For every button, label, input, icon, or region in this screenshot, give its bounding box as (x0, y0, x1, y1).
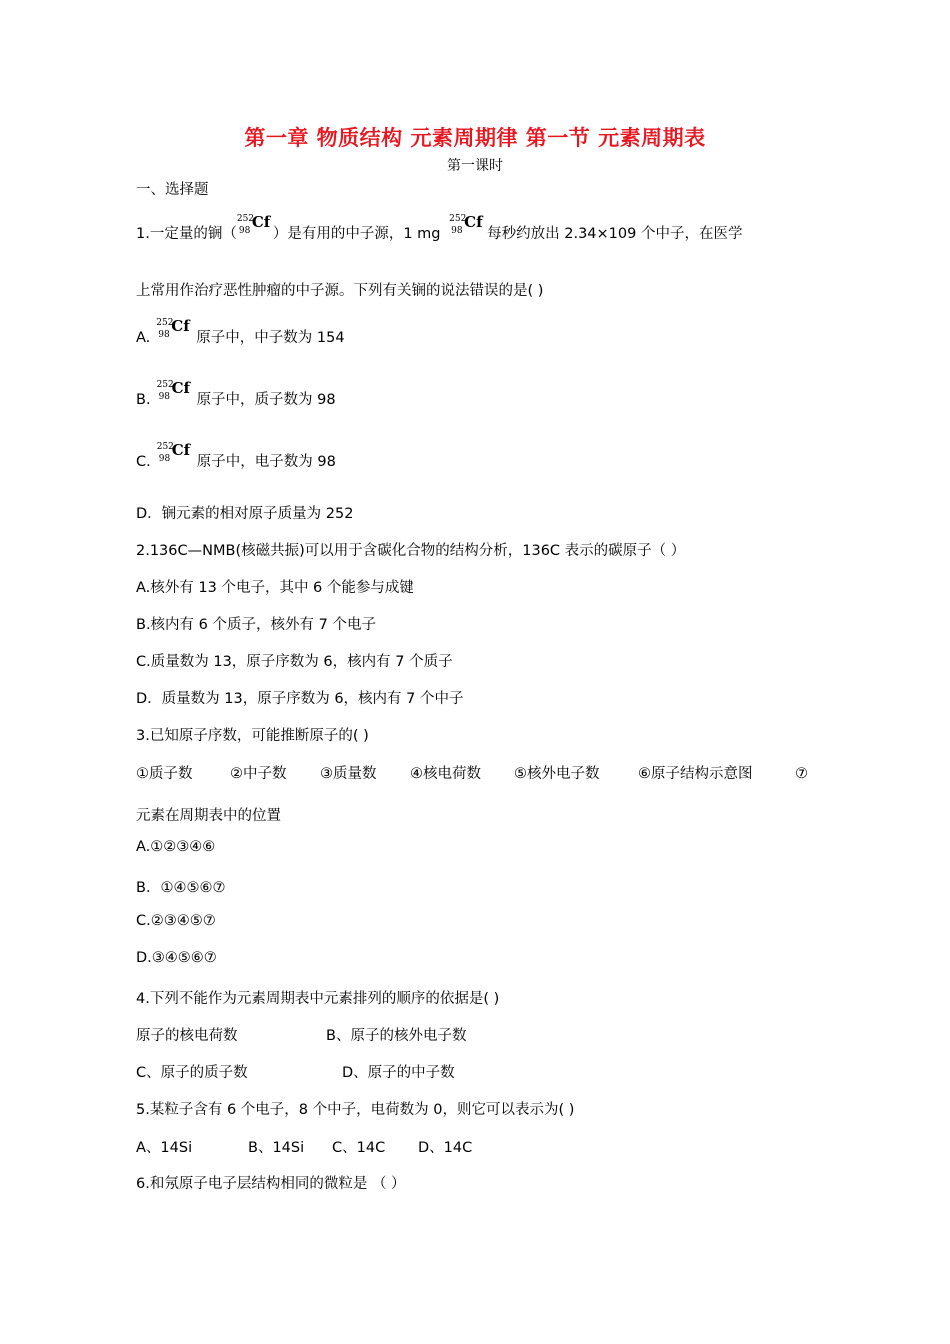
q1-option-a: A. 252 98 Cf 原子中，中子数为 154 (136, 317, 345, 346)
q4-options-row2: C、原子的质子数 D、原子的中子数 (136, 1065, 455, 1081)
q1-line1 (136, 213, 743, 243)
cf-nuclide-symbol: 252 98 Cf (156, 379, 190, 402)
cf-nuclide-symbol: 252 98 Cf (156, 317, 190, 340)
q3-option-a: A.①②③④⑥ (136, 839, 216, 855)
q4-options-row1: 原子的核电荷数 B、原子的核外电子数 (136, 1028, 467, 1044)
q5-options: A、14Si B、14Si C、14C D、14C (136, 1140, 473, 1156)
q1-option-d: D．锎元素的相对原子质量为 252 (136, 506, 354, 522)
section-heading: 一、选择题 (136, 182, 209, 198)
cf-nuclide-symbol: 252 98 Cf (156, 441, 191, 464)
q2-option-a: A.核外有 13 个电子，其中 6 个能参与成键 (136, 580, 414, 596)
q2-option-d: D．质量数为 13，原子序数为 6，核内有 7 个中子 (136, 691, 464, 707)
q6-stem: 6.和氖原子电子层结构相同的微粒是 （ ） (136, 1176, 406, 1192)
q1-text-c: 每秒约放出 2.34×109 个中子，在医学 (487, 226, 743, 242)
q2-option-c: C.质量数为 13，原子序数为 6，核内有 7 个质子 (136, 654, 453, 670)
page-subtitle: 第一课时 (447, 158, 503, 174)
q4-stem: 4.下列不能作为元素周期表中元素排列的顺序的依据是( ) (136, 991, 500, 1007)
q3-option-c: C.②③④⑤⑦ (136, 913, 216, 929)
q5-stem: 5.某粒子含有 6 个电子，8 个中子，电荷数为 0，则它可以表示为( ) (136, 1102, 575, 1118)
q2-stem: 2.136C—NMB(核磁共振)可以用于含碳化合物的结构分析，136C 表示的碳原子（ ） (136, 543, 686, 559)
q2-option-b: B.核内有 6 个质子，核外有 7 个电子 (136, 617, 376, 633)
page-title: 第一章 物质结构 元素周期律 第一节 元素周期表 (244, 126, 706, 150)
q1-line2: 上常用作治疗恶性肿瘤的中子源。下列有关锎的说法错误的是( ) (136, 283, 544, 299)
q3-stem: 3.已知原子序数，可能推断原子的( ) (136, 728, 369, 744)
q1-option-b: B. 252 98 Cf 原子中，质子数为 98 (136, 379, 336, 408)
q3-option-d: D.③④⑤⑥⑦ (136, 950, 217, 966)
q1-text-a: 1.一定量的锎（ (136, 226, 237, 242)
cf-nuclide-symbol: 252 98 Cf (449, 213, 483, 236)
q1-text-b: ）是有用的中子源，1 mg (272, 226, 441, 242)
cf-nuclide-symbol: 252 98 Cf (236, 213, 271, 236)
q3-option-b: B．①④⑤⑥⑦ (136, 880, 226, 896)
q3-items: ①质子数 ②中子数 ③质量数 ④核电荷数 ⑤核外电子数 ⑥原子结构示意图 ⑦ (136, 766, 808, 782)
q3-items-continued: 元素在周期表中的位置 (136, 808, 281, 824)
q1-option-c: C. 252 98 Cf 原子中，电子数为 98 (136, 441, 336, 470)
